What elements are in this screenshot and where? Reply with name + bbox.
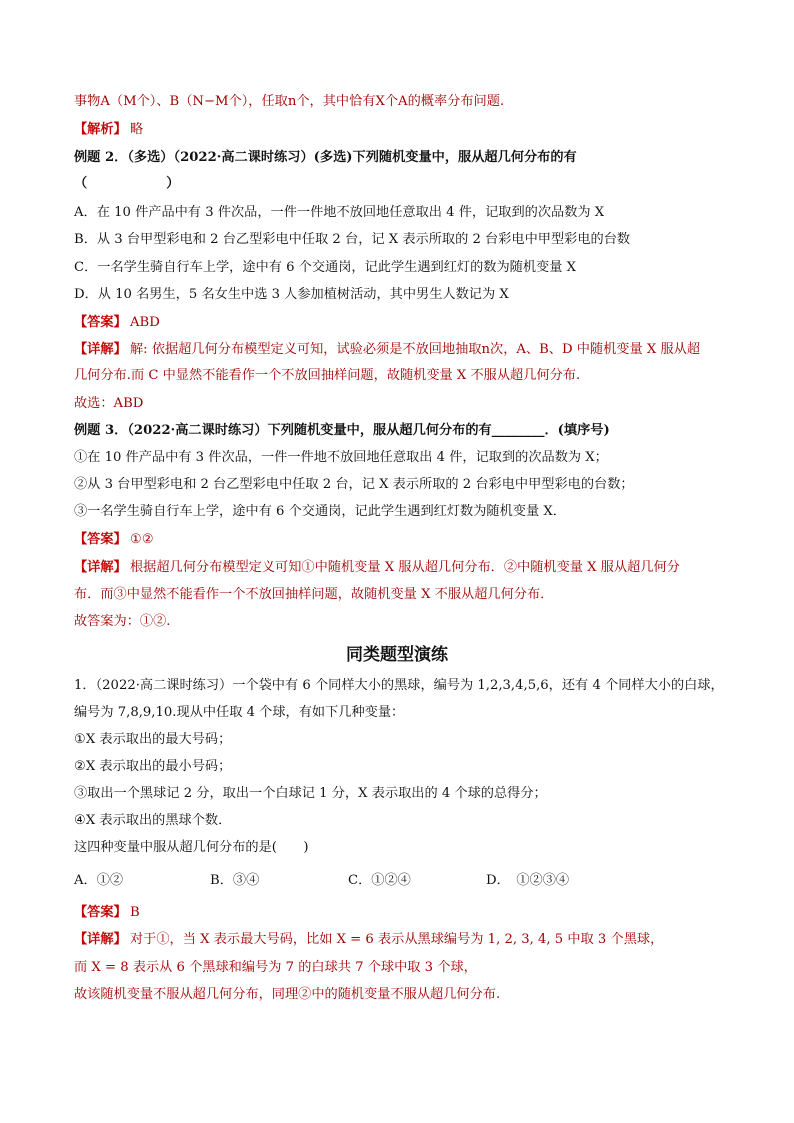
text-line: ②X 表示取出的最小号码； [74,759,232,774]
text-line: ①X 表示取出的最大号码； [74,732,232,747]
text-line: 故该随机变量不服从超几何分布，同理②中的随机变量不服从超几何分布. [74,987,501,1002]
text-line: ③取出一个黑球记 2 分，取出一个白球记 1 分，X 表示取出的 4 个球的总得分； [74,786,547,801]
text-line: 而 X = 8 表示从 6 个黑球和编号为 7 的白球共 7 个球中取 3 个球， [74,960,477,975]
text-line: 例题 3．（2022·高二课时练习）下列随机变量中，服从超几何分布的有________．(填序号) [74,423,610,438]
text-line: 【答案】 [74,532,127,547]
text-line: 故答案为：①②. [74,614,171,629]
section-heading: 同类题型演练 [346,645,448,665]
text-line: 略 [130,122,144,137]
text-line: （ ） [74,176,180,191]
text-line: 【解析】 [74,122,127,137]
text-line: 对于①，当 X 表示最大号码，比如 X = 6 表示从黑球编号为 1, 2, 3, 4, 5 中取 3 个黑球， [130,932,664,947]
text-line: 【答案】 [74,905,127,920]
text-line: 例题 2．（多选）（2022·高二课时练习）(多选)下列随机变量中，服从超几何分布的有 [74,150,577,165]
text-line: 几何分布.而 C 中显然不能看作一个不放回抽样问题，故随机变量 X 不服从超几何分布. [74,368,581,383]
text-line: ②从 3 台甲型彩电和 2 台乙型彩电中任取 2 台，记 X 表示所取的 2 台彩电中甲型彩电的台数； [74,477,634,492]
text-line: 事物A（M个）、B（N−M个），任取n个，其中恰有X个A的概率分布问题. [74,94,505,109]
text-line: B．从 3 台甲型彩电和 2 台乙型彩电中任取 2 台，记 X 表示所取的 2 台彩电中甲型彩电的台数 [74,232,631,247]
text-line: 故选：ABD [74,396,144,411]
text-line: D．从 10 名男生，5 名女生中选 3 人参加植树活动，其中男生人数记为 X [74,287,509,302]
text-line: A．在 10 件产品中有 3 件次品，一件一件地不放回地任意取出 4 件，记取到的次品数为 X [74,205,605,220]
text-line: ABD [130,315,160,330]
option-b: B．③④ [210,873,260,888]
text-line: C．一名学生骑自行车上学，途中有 6 个交通岗，记此学生遇到红灯的数为随机变量 X [74,260,577,275]
text-line: 【详解】 [74,560,127,575]
option-c: C．①②④ [348,873,411,888]
text-line: 解: 依据超几何分布模型定义可知，试验必须是不放回地抽取n次，A、B、D 中随机变量 X 服从超 [130,342,701,357]
text-line: 编号为 7,8,9,10.现从中任取 4 个球，有如下几种变量： [74,705,405,720]
text-line: 根据超几何分布模型定义可知①中随机变量 X 服从超几何分布．②中随机变量 X 服从超几何分 [130,560,680,575]
text-line: ①② [130,532,154,547]
text-line: ③一名学生骑自行车上学，途中有 6 个交通岗，记此学生遇到红灯数为随机变量 X． [74,504,566,519]
text-line: 【详解】 [74,342,127,357]
text-line: 1．（2022·高二课时练习）一个袋中有 6 个同样大小的黑球，编号为 1,2,3,4,5,6，还有 4 个同样大小的白球， [74,678,724,693]
option-d: D． ①②③④ [486,873,570,888]
text-line: B [130,905,140,920]
text-line: ①在 10 件产品中有 3 件次品，一件一件地不放回地任意取出 4 件，记取到的次品数为 X； [74,450,608,465]
text-line: ④X 表示取出的黑球个数． [74,813,232,828]
text-line: 布．而③中显然不能看作一个不放回抽样问题，故随机变量 X 不服从超几何分布． [74,587,554,602]
text-line: 【详解】 [74,932,127,947]
text-line: 这四种变量中服从超几何分布的是( ) [74,840,309,855]
text-line: 【答案】 [74,315,127,330]
option-a: A．①② [74,873,124,888]
